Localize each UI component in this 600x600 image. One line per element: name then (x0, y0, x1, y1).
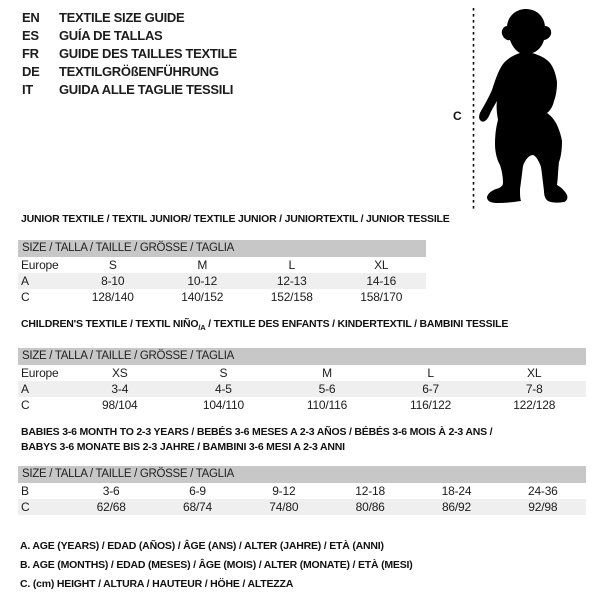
title-text: / TEXTILE DES ENFANTS / KINDERTEXTIL / BAMBINI TESSILE (205, 318, 509, 330)
table-row-height (18, 499, 586, 515)
figure-svg (440, 0, 600, 230)
age-cell: 5-6 (318, 382, 336, 397)
height-cell: 74/80 (269, 500, 299, 514)
lang-row-es (22, 27, 237, 45)
note-c: C. (cm) HEIGHT / ALTURA / HAUTEUR / HÖHE / ALTEZZA (20, 578, 294, 590)
size-cell: S (108, 258, 117, 272)
size-cell: M (322, 366, 332, 381)
height-cell: 62/68 (96, 500, 126, 514)
lang-row-it (22, 81, 237, 99)
size-cell: L (427, 366, 434, 381)
size-cell: L (288, 258, 295, 272)
age-cell: 10-12 (187, 274, 218, 288)
lang-code: ES (22, 28, 39, 43)
row-label: C (21, 290, 30, 304)
table-row-height (18, 289, 426, 305)
age-cell: 14-16 (366, 274, 397, 288)
table-row-europe (18, 365, 586, 381)
lang-code: EN (22, 10, 40, 25)
height-cell: 68/74 (182, 500, 212, 514)
lang-title: GUÍA DE TALLAS (59, 28, 163, 43)
age-cell: 6-7 (422, 382, 439, 397)
height-label-c: C (453, 109, 462, 123)
size-header-band: SIZE / TALLA / TAILLE / GRÖSSE / TAGLIA (18, 240, 426, 257)
months-cell: 12-18 (355, 484, 385, 498)
note-b: B. AGE (MONTHS) / EDAD (MESES) / ÂGE (MOIS) / ALTER (MONATE) / ETÀ (MESI) (20, 559, 413, 571)
height-cell: 110/116 (306, 398, 348, 413)
children-size-table (18, 365, 586, 413)
note-a: A. AGE (YEARS) / EDAD (AÑOS) / ÂGE (ANS) / ALTER (JAHRE) / ETÀ (ANNI) (20, 540, 384, 552)
height-cell: 152/158 (270, 290, 313, 304)
height-cell: 104/110 (202, 398, 244, 413)
row-label: A (21, 274, 29, 288)
section-title (21, 318, 586, 334)
title-text: CHILDREN'S TEXTILE / TEXTIL NIÑO (21, 318, 199, 330)
months-cell: 18-24 (441, 484, 472, 498)
lang-code: DE (22, 64, 40, 79)
spacer (18, 334, 586, 348)
months-cell: 6-9 (189, 484, 206, 498)
height-cell: 92/98 (528, 500, 558, 514)
months-cell: 9-12 (272, 484, 296, 498)
lang-code: IT (22, 82, 33, 97)
title-subscript: /A (198, 323, 206, 333)
height-cell: 128/140 (91, 290, 134, 304)
row-label: Europe (21, 258, 59, 272)
age-cell: 7-8 (525, 382, 543, 397)
lang-title: GUIDA ALLE TAGLIE TESSILI (59, 82, 234, 97)
table-row-height (18, 397, 586, 413)
table-row-europe (18, 257, 426, 273)
age-cell: 4-5 (215, 382, 232, 397)
baby-silhouette (479, 9, 567, 203)
lang-title: GUIDE DES TAILLES TEXTILE (59, 46, 237, 61)
size-cell: XS (111, 366, 128, 381)
lang-title: TEXTILE SIZE GUIDE (59, 10, 185, 25)
lang-row-fr (22, 45, 237, 63)
language-header (22, 9, 237, 99)
babies-size-table (18, 483, 586, 515)
row-label: B (21, 484, 29, 498)
age-cell: 12-13 (276, 274, 307, 288)
height-cell: 86/92 (441, 500, 471, 514)
lang-title: TEXTILGRÖßENFÜHRUNG (59, 64, 219, 79)
size-cell: S (219, 366, 228, 381)
junior-size-table (18, 257, 426, 305)
months-cell: 3-6 (102, 484, 120, 498)
size-header-band: SIZE / TALLA / TAILLE / GRÖSSE / TAGLIA (18, 348, 586, 365)
spacer (18, 226, 450, 240)
section-babies-textile (18, 425, 586, 515)
height-cell: 122/128 (513, 398, 556, 413)
table-row-months (18, 483, 586, 499)
row-label: A (21, 382, 29, 397)
height-cell: 140/152 (181, 290, 224, 304)
section-children-textile (18, 318, 586, 413)
size-header-band: SIZE / TALLA / TAILLE / GRÖSSE / TAGLIA (18, 466, 586, 483)
age-cell: 8-10 (101, 274, 125, 288)
height-cell: 116/122 (410, 398, 452, 413)
size-cell: XL (527, 366, 542, 381)
spacer (18, 455, 586, 466)
section-title: JUNIOR TEXTILE / TEXTIL JUNIOR/ TEXTILE JUNIOR / JUNIORTEXTIL / JUNIOR TESSILE (21, 213, 450, 225)
lang-code: FR (22, 46, 39, 61)
lang-row-de (22, 63, 237, 81)
row-label: C (21, 500, 30, 514)
row-label: C (21, 398, 30, 413)
age-cell: 3-4 (111, 382, 129, 397)
months-cell: 24-36 (527, 484, 558, 498)
height-figure (440, 0, 600, 230)
table-row-age (18, 273, 426, 289)
section-title-line1: BABIES 3-6 MONTH TO 2-3 YEARS / BEBÉS 3-6 MESES A 2-3 AÑOS / BÉBÉS 3-6 MOIS À 2-3 ANS / (21, 426, 493, 438)
table-row-age (18, 381, 586, 397)
size-cell: M (197, 258, 208, 272)
legend-notes (20, 537, 413, 594)
height-cell: 98/104 (102, 398, 138, 413)
height-cell: 158/170 (360, 290, 403, 304)
lang-row-en (22, 9, 237, 27)
size-cell: XL (374, 258, 389, 272)
row-label: Europe (21, 366, 59, 381)
section-junior-textile (18, 213, 450, 305)
height-cell: 80/86 (355, 500, 385, 514)
section-title-line2: BABYS 3-6 MONATE BIS 2-3 JAHRE / BAMBINI 3-6 MESI A 2-3 ANNI (21, 441, 345, 453)
